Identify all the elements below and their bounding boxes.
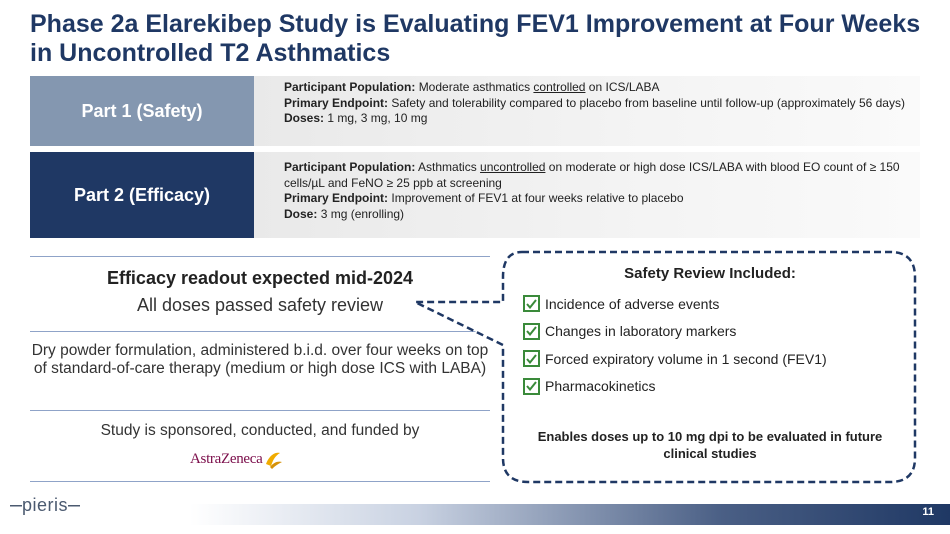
pieris-logo (10, 495, 80, 516)
astrazeneca-wordmark: AstraZeneca (190, 450, 263, 467)
endpoint-label: Primary Endpoint: (284, 191, 389, 205)
checklist-label: Incidence of adverse events (545, 295, 720, 312)
pieris-wordmark: pieris (22, 495, 69, 515)
checklist-label: Forced expiratory volume in 1 second (FEV1) (545, 350, 827, 367)
sponsor-text: Study is sponsored, conducted, and funded by (100, 422, 420, 439)
population-text: Moderate asthmatics (418, 80, 531, 94)
dose-text: 3 mg (enrolling) (320, 206, 405, 221)
logo-dash-icon (10, 504, 22, 508)
population-label: Participant Population: (284, 160, 416, 174)
efficacy-heading: Efficacy readout expected mid-2024 (106, 268, 414, 288)
checkbox-icon (523, 378, 540, 395)
endpoint-text: Improvement of FEV1 at four weeks relative to placebo (391, 191, 684, 205)
checkbox-icon (523, 295, 540, 312)
endpoint-label: Primary Endpoint: (284, 95, 389, 110)
list-item (523, 290, 827, 318)
safety-review-heading: Safety Review Included: (624, 265, 796, 282)
dose-text: 1 mg, 3 mg, 10 mg (327, 111, 428, 125)
slide-title: Phase 2a Elarekibep Study is Evaluating FEV1 Improvement at Four Weeks in Uncontrolled T2 Asthmatics (30, 10, 921, 67)
population-emphasis: uncontrolled (480, 160, 546, 174)
part-2-label: Part 2 (Efficacy) (30, 152, 254, 238)
footer-bar (190, 504, 950, 525)
part-1-label: Part 1 (Safety) (30, 76, 254, 146)
population-text-end: on moderate or high dose ICS/LABA with blood EO count of ≥ 150 cells/µL and FeNO ≥ 25 ppb at screening (284, 160, 900, 190)
list-item (523, 373, 827, 401)
list-item (523, 318, 827, 346)
checkbox-icon (523, 350, 540, 367)
endpoint-text: Safety and tolerability compared to placebo from baseline until follow-up (approximately 56 days) (391, 95, 905, 110)
list-item (523, 345, 827, 373)
dose-label: Dose: (284, 206, 318, 221)
dose-label: Doses: (284, 111, 325, 125)
safety-note: Enables doses up to 10 mg dpi to be evaluated in future clinical studies (537, 429, 883, 461)
logo-dash-icon (68, 504, 80, 508)
checklist-label: Pharmacokinetics (545, 378, 656, 395)
population-text: Asthmatics (418, 160, 477, 174)
safety-checklist (523, 290, 827, 400)
population-text-end: on ICS/LABA (588, 80, 660, 94)
efficacy-subtext: All doses passed safety review (136, 295, 384, 315)
checkbox-icon (523, 323, 540, 340)
page-number: 11 (922, 506, 934, 518)
formulation-text: Dry powder formulation, administered b.i.d. over four weeks on top of standard-of-care therapy (medium or high dose ICS with LABA) (31, 342, 489, 377)
population-label: Participant Population: (284, 80, 416, 94)
checklist-label: Changes in laboratory markers (545, 323, 737, 340)
population-emphasis: controlled (533, 80, 586, 94)
